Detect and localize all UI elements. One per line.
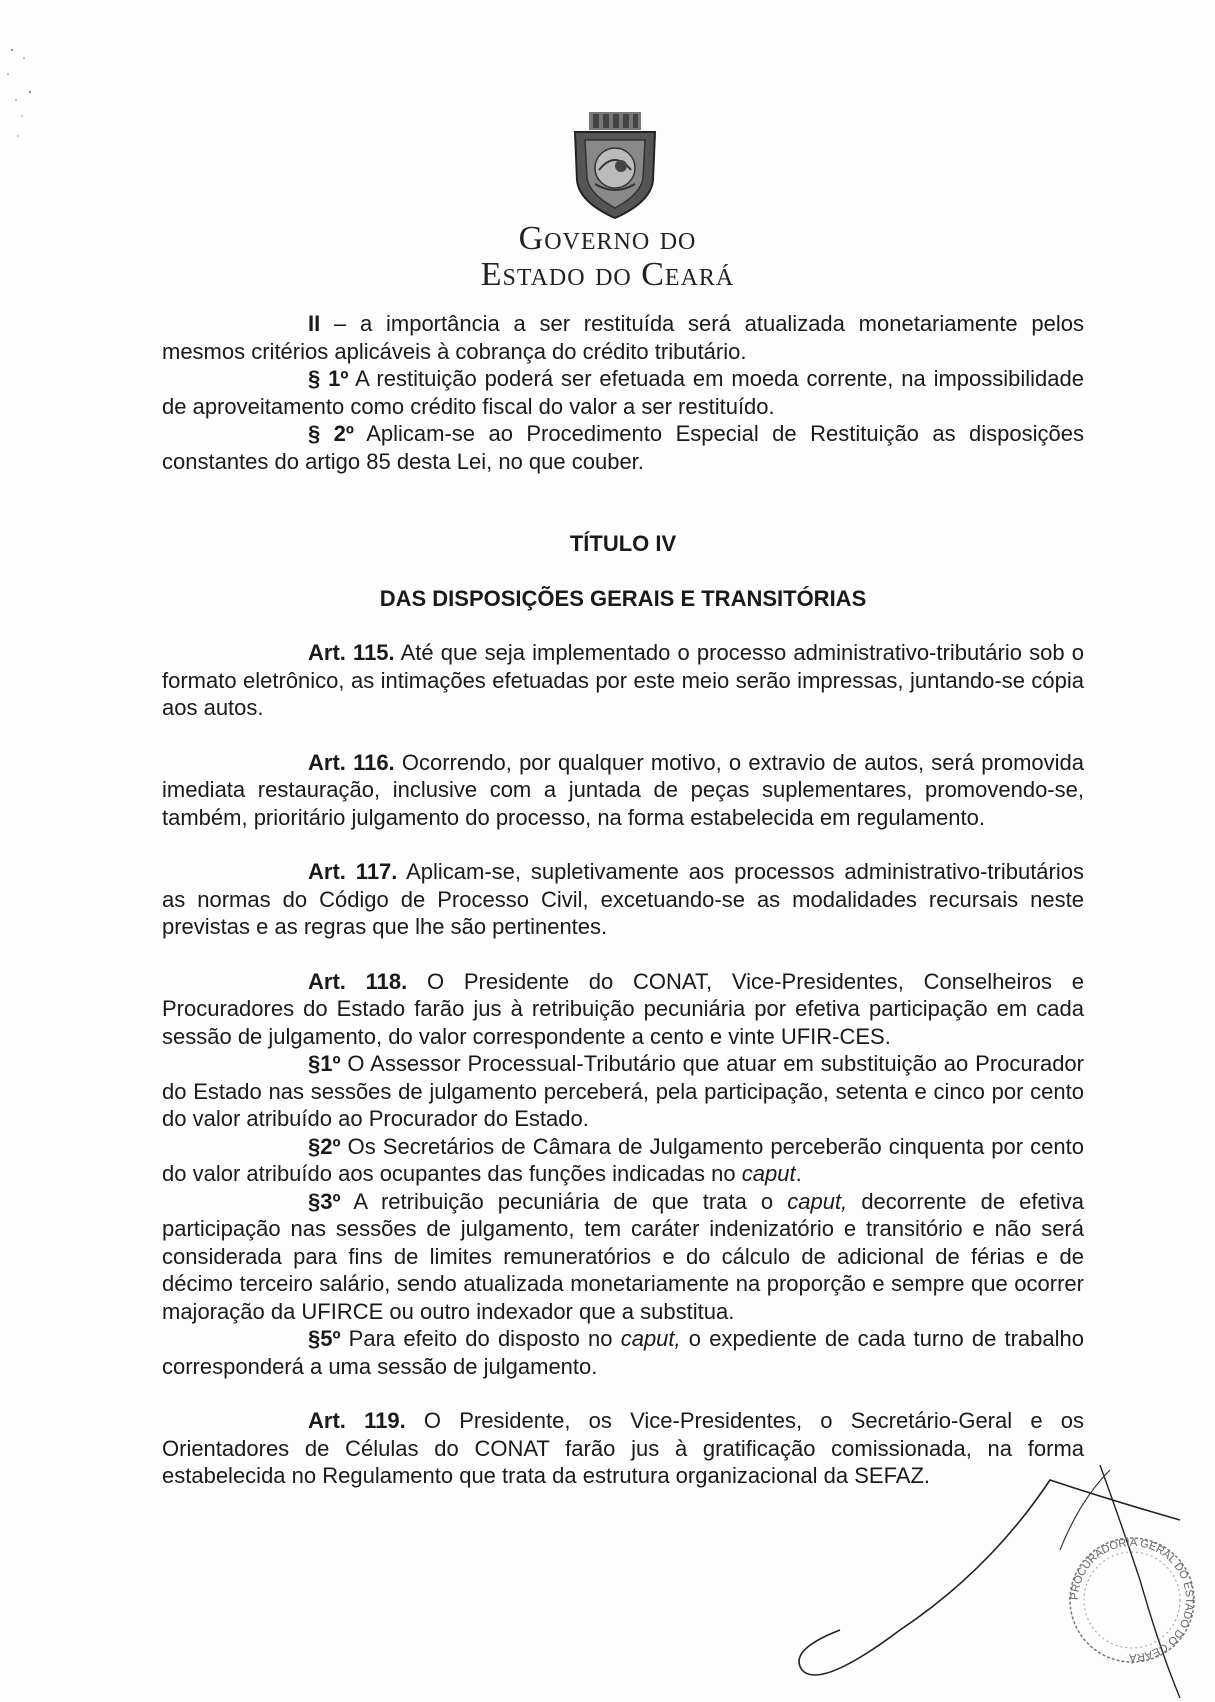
paragraph-text: o expediente de cada turno de trabalho corresponderá a uma sessão de julgamento. (162, 1326, 1084, 1379)
article-118-section-1 (162, 1050, 1084, 1133)
section-number: §2º (308, 1133, 341, 1159)
document-body (162, 310, 1084, 1490)
article-115 (162, 639, 1084, 722)
item-number: II (308, 311, 321, 336)
section-number: §1º (308, 1051, 341, 1076)
paragraph-text: A retribuição pecuniária de que trata o (340, 1188, 788, 1214)
paragraph-text: O Presidente do CONAT, Vice-Presidentes, Conselheiros e Procuradores do Estado farão jus à retribuição pecuniária por efetiva participação em cada sessão de julgamento, do valor correspondente a cento e vinte UFIR-CES. (162, 968, 1084, 1049)
paragraph-text: decorrente de efetiva participação nas sessões de julgamento, tem caráter indenizatório e transitório e não será considerada para fins de limites remuneratórios e do cálculo de adicional de férias e de décimo terceiro salário, sendo atualizada monetariamente na proporção e sempre que ocorrer majoração da UFIRCE ou outro indexador que a substitua. (162, 1188, 1085, 1324)
caput-term: caput (741, 1161, 796, 1186)
paragraph-text: Para efeito do disposto no (340, 1326, 621, 1351)
article-number: Art. 117. (308, 859, 398, 884)
section-number: § 1º (308, 366, 349, 391)
paragraph-text: Até que seja implementado o processo administrativo-tributário sob o formato eletrônico, as intimações efetuadas por este meio serão impressas, juntando-se cópia aos autos. (162, 640, 1084, 720)
paragraph-text: O Presidente, os Vice-Presidentes, o Secretário-Geral e os Orientadores de Células do CONAT farão jus à gratificação comissionada, na forma estabelecida no Regulamento que trata da estrutura organizacional da SEFAZ. (162, 1408, 1084, 1488)
article-number: Art. 119. (308, 1408, 406, 1433)
state-coat-of-arms-icon (565, 110, 665, 222)
paragraph-text: Aplicam-se, supletivamente aos processos administrativo-tributários as normas do Código de Processo Civil, excetuando-se as modalidades recursais neste previstas e as regras que lhe são pertinentes. (162, 859, 1084, 939)
paragraph-text: Aplicam-se ao Procedimento Especial de Restituição as disposições constantes do artigo 85 desta Lei, no que couber. (162, 421, 1085, 474)
letterhead-line-2: Estado do Ceará (480, 256, 735, 293)
section-number: § 2º (308, 421, 354, 446)
section-number: §3º (308, 1188, 341, 1214)
stamp-text: PROCURADORIA GERAL DO ESTADO DO CEARÁ (1068, 1536, 1196, 1664)
paragraph-section-2 (162, 420, 1084, 475)
paragraph-text: O Assessor Processual-Tributário que atuar em substituição ao Procurador do Estado nas sessões de julgamento perceberá, pela participação, setenta e cinco por cento do valor atribuído ao Procurador do Estado. (162, 1051, 1084, 1131)
article-116 (162, 749, 1084, 832)
article-118-section-2 (162, 1133, 1084, 1188)
scan-specks (0, 40, 60, 150)
title-subheading: DAS DISPOSIÇÕES GERAIS E TRANSITÓRIAS (379, 585, 867, 611)
office-stamp (1052, 1500, 1202, 1700)
paragraph-section-1 (162, 365, 1084, 420)
caput-term: caput, (787, 1188, 848, 1214)
letterhead (0, 222, 1215, 292)
paragraph-text: A restituição poderá ser efetuada em moeda corrente, na impossibilidade de aproveitamento como crédito fiscal do valor a ser restituído. (162, 366, 1085, 419)
paragraph-text: – a importância a ser restituída será atualizada monetariamente pelos mesmos critérios aplicáveis à cobrança do crédito tributário. (162, 311, 1084, 364)
section-number: §5º (308, 1326, 341, 1351)
article-number: Art. 116. (308, 749, 395, 775)
article-number: Art. 118. (308, 968, 408, 994)
paragraph-text: . (795, 1161, 802, 1186)
paragraph-item-ii (162, 310, 1084, 365)
article-number: Art. 115. (308, 640, 395, 665)
caput-term: caput, (620, 1326, 681, 1351)
paragraph-text: Ocorrendo, por qualquer motivo, o extravio de autos, será promovida imediata restauração, inclusive com a juntada de peças suplementares, promovendo-se, também, prioritário julgamento do processo, na forma estabelecida em regulamento. (162, 749, 1084, 830)
article-117 (162, 858, 1084, 941)
letterhead-line-1: Governo do (518, 220, 697, 257)
article-118-section-5 (162, 1325, 1084, 1380)
article-118 (162, 968, 1084, 1051)
title-heading: TÍTULO IV (569, 531, 677, 556)
paragraph-text: Os Secretários de Câmara de Julgamento perceberão cinquenta por cento do valor atribuído aos ocupantes das funções indicadas no (162, 1133, 1084, 1186)
article-118-section-3 (162, 1188, 1084, 1326)
